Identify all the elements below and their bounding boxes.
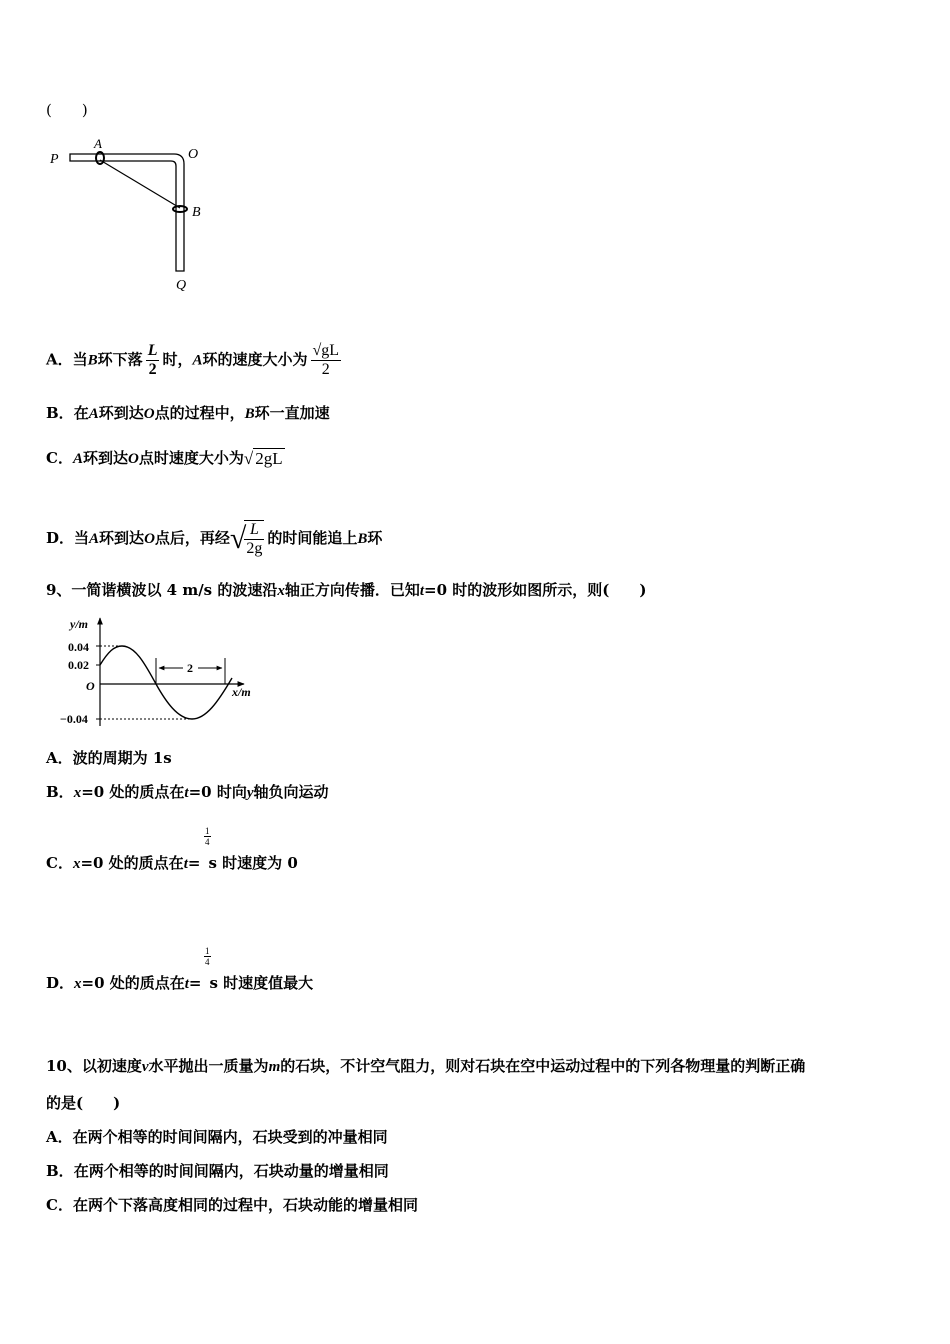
label-o: O	[188, 147, 199, 162]
origin-label: O	[86, 679, 95, 693]
q8-option-b[interactable]: B．在A环到达O点的过程中，B环一直加速	[46, 404, 330, 422]
q9-c-fraction: 1 4	[205, 826, 210, 847]
wavelength-label: 2	[187, 661, 193, 675]
tick-0.02: 0.02	[68, 658, 89, 672]
wave-graph	[56, 614, 266, 730]
q8-option-a[interactable]: A．当B环下落 $\frac{L}{2}$ 时，A环的速度大小为 $\frac{√gL}{2}$	[46, 342, 340, 378]
tick-0.04: 0.04	[68, 640, 89, 654]
q10-stem-line1: 10、以初速度v水平抛出一质量为m的石块，不计空气阻力，则对石块在空中运动过程中的下列各物理量的判断正确	[46, 1057, 806, 1075]
q9-option-b[interactable]: B．x=0 处的质点在t=0 时向y轴负向运动	[46, 783, 329, 801]
q9-option-d[interactable]: D．x=0 处的质点在t= s 时速度值最大	[46, 974, 314, 992]
x-axis-label: x/m	[232, 685, 251, 699]
q9-stem: 9、一简谐横波以 4 m/s 的波速沿x轴正方向传播．已知t=0 时的波形如图所示，则( )	[46, 581, 647, 599]
label-q: Q	[176, 278, 187, 293]
q8-figure	[44, 132, 224, 297]
q10-option-a[interactable]: A．在两个相等的时间间隔内，石块受到的冲量相同	[46, 1128, 388, 1146]
label-p: P	[50, 152, 59, 167]
horizontal-rod	[70, 154, 184, 271]
q8-option-d[interactable]: D．当A环到达O点后，再经√ $\frac{L}{2g}$ 的时间能追上B环	[46, 521, 383, 557]
y-axis-label: y/m	[70, 617, 88, 631]
rope-ab	[100, 160, 180, 208]
label-b: B	[192, 205, 201, 220]
q10-option-b[interactable]: B．在两个相等的时间间隔内，石块动量的增量相同	[46, 1162, 389, 1180]
wave-curve	[100, 646, 232, 719]
label-a: A	[94, 136, 102, 151]
q9-option-c[interactable]: C．x=0 处的质点在t= s 时速度为 0	[46, 854, 298, 872]
q10-stem-line2: 的是( )	[46, 1094, 121, 1112]
q8-option-c[interactable]: C．A环到达O点时速度大小为√ 2gL	[46, 449, 283, 468]
q8-paren: ( )	[46, 101, 88, 119]
q9-d-fraction: 1 4	[205, 946, 210, 967]
tick-neg0.04: −0.04	[60, 712, 88, 726]
q9-option-a[interactable]: A．波的周期为 1s	[46, 749, 172, 767]
q10-option-c[interactable]: C．在两个下落高度相同的过程中，石块动能的增量相同	[46, 1196, 418, 1214]
